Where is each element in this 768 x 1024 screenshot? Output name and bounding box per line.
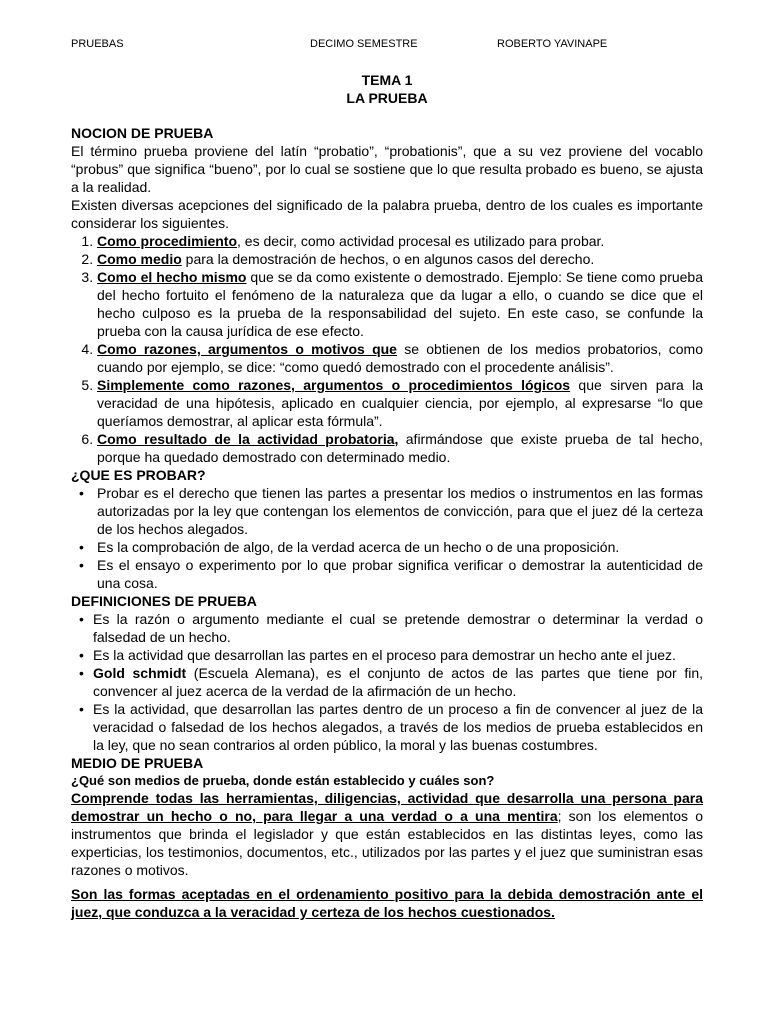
list-item	[79, 664, 703, 700]
section-question: ¿Qué son medios de prueba, donde están establecido y cuáles son?	[71, 773, 495, 788]
section-heading-definiciones: DEFINICIONES DE PRUEBA	[71, 593, 257, 609]
list-item-text: Probar es el derecho que tienen las partes a presentar los medios o instrumentos en las formas autorizadas por la ley que contengan los elementos de convicción, para que el juez dé la certeza de los hechos alegados.	[97, 485, 703, 537]
list-item-text: Es la actividad, que desarrollan las partes dentro de un proceso a fin de convencer al juez de la veracidad o falsedad de los hechos alegados, a través de los medios de prueba establecidos en la ley, que no sean contrarios al orden público, la moral y las buenas costumbres.	[93, 701, 703, 753]
document-title	[71, 71, 703, 107]
author-name: Gold schmidt	[93, 665, 187, 681]
header-right: ROBERTO YAVINAPE	[497, 38, 608, 50]
bullet-icon: •	[79, 647, 84, 663]
list-item-text: se obtienen de los medios probatorios, como cuando por ejemplo, se dice: “como quedó demostrado con el procedente análisis”.	[97, 341, 703, 375]
bullet-list-probar	[71, 484, 703, 592]
bullet-icon: •	[79, 611, 84, 627]
document-body	[71, 124, 703, 921]
title-line-2: LA PRUEBA	[346, 90, 428, 106]
list-item-text: afirmándose que existe prueba de tal hecho, porque ha quedado demostrado con determinado medio.	[97, 431, 703, 465]
list-item-text: que sirven para la veracidad de una hipótesis, aplicado en cualquier ciencia, por ejemplo, al expresarse “lo que queríamos demostrar, al aplicar esta fórmula”.	[97, 377, 703, 429]
list-item	[97, 376, 703, 430]
header-center: DECIMO SEMESTRE	[310, 38, 418, 50]
page-header	[71, 38, 703, 54]
list-item	[79, 484, 703, 538]
list-item	[97, 268, 703, 340]
list-item-text: Es la actividad que desarrollan las partes en el proceso para demostrar un hecho ante el juez.	[93, 647, 676, 663]
list-item-term: Como procedimiento	[97, 233, 238, 249]
paragraph	[71, 885, 703, 921]
section-heading-nocion: NOCION DE PRUEBA	[71, 125, 214, 141]
list-item	[97, 232, 703, 250]
header-left: PRUEBAS	[71, 38, 124, 50]
list-item-text: (Escuela Alemana), es el conjunto de actos de las partes que tiene por fin, convencer al juez acerca de la verdad de la afirmación de un hecho.	[93, 665, 703, 699]
paragraph-text: ; son los elementos o instrumentos que brinda el legislador y que están establecidos en las distintas leyes, como las experticias, los testimonios, documentos, etc., utilizados por las partes y el juez que suministran esas razones o motivos.	[71, 808, 703, 878]
section-heading-medio: MEDIO DE PRUEBA	[71, 755, 204, 771]
list-item-text: Es la comprobación de algo, de la verdad acerca de un hecho o de una proposición.	[97, 539, 620, 555]
bullet-icon: •	[79, 665, 84, 681]
list-item	[79, 646, 703, 664]
bullet-icon: •	[79, 557, 84, 573]
list-item-text: que se da como existente o demostrado. Ejemplo: Se tiene como prueba del hecho fortuito el fenómeno de la naturaleza que da lugar a ello, o cuando se dice que el hecho culposo es la prueba de la responsabilidad del sujeto. En este caso, se confunde la prueba con la causa jurídica de ese efecto.	[97, 269, 704, 339]
emphasis-text: Son las formas aceptadas en el ordenamiento positivo para la debida demostración ante el juez, que conduzca a la veracidad y certeza de los hechos cuestionados.	[71, 886, 703, 920]
bullet-icon: •	[79, 539, 84, 555]
bullet-list-definiciones	[71, 610, 703, 754]
list-item	[97, 340, 703, 376]
list-item-term: Como resultado de la actividad probatoria,	[97, 431, 399, 447]
list-item-term: Como razones, argumentos o motivos que	[97, 341, 397, 357]
list-item	[97, 250, 703, 268]
bullet-icon: •	[79, 485, 84, 501]
list-item	[97, 430, 703, 466]
paragraph	[71, 789, 703, 879]
list-item-term: Como medio	[97, 251, 182, 267]
document-page	[71, 0, 703, 1024]
list-item-text: Es el ensayo o experimento por lo que probar significa verificar o demostrar la autenticidad de una cosa.	[97, 557, 703, 591]
emphasis-text: Comprende todas las herramientas, diligencias, actividad que desarrolla una persona para demostrar un hecho o no, para llegar a una verdad o a una mentira	[71, 790, 703, 824]
list-item-text: para la demostración de hechos, o en algunos casos del derecho.	[181, 251, 595, 267]
paragraph: El término prueba proviene del latín “probatio”, “probationis”, que a su vez proviene del vocablo “probus” que significa “bueno”, por lo cual se sostiene que lo que resulta probado es bueno, se ajusta a la realidad.	[71, 143, 703, 195]
list-item	[79, 610, 703, 646]
list-item	[79, 700, 703, 754]
list-item-term: Como el hecho mismo	[97, 269, 247, 285]
list-item-text: , es decir, como actividad procesal es utilizado para probar.	[237, 233, 605, 249]
list-item	[79, 538, 703, 556]
bullet-icon: •	[79, 701, 84, 717]
section-heading-probar: ¿QUE ES PROBAR?	[71, 467, 206, 483]
title-line-1: TEMA 1	[361, 72, 413, 88]
list-item-text: Es la razón o argumento mediante el cual se pretende demostrar o determinar la verdad o falsedad de un hecho.	[93, 611, 703, 645]
numbered-list-acepciones	[71, 232, 703, 466]
list-item-term: Simplemente como razones, argumentos o procedimientos lógicos	[97, 377, 571, 393]
paragraph: Existen diversas acepciones del significado de la palabra prueba, dentro de los cuales es importante considerar los siguientes.	[71, 197, 703, 231]
list-item	[79, 556, 703, 592]
